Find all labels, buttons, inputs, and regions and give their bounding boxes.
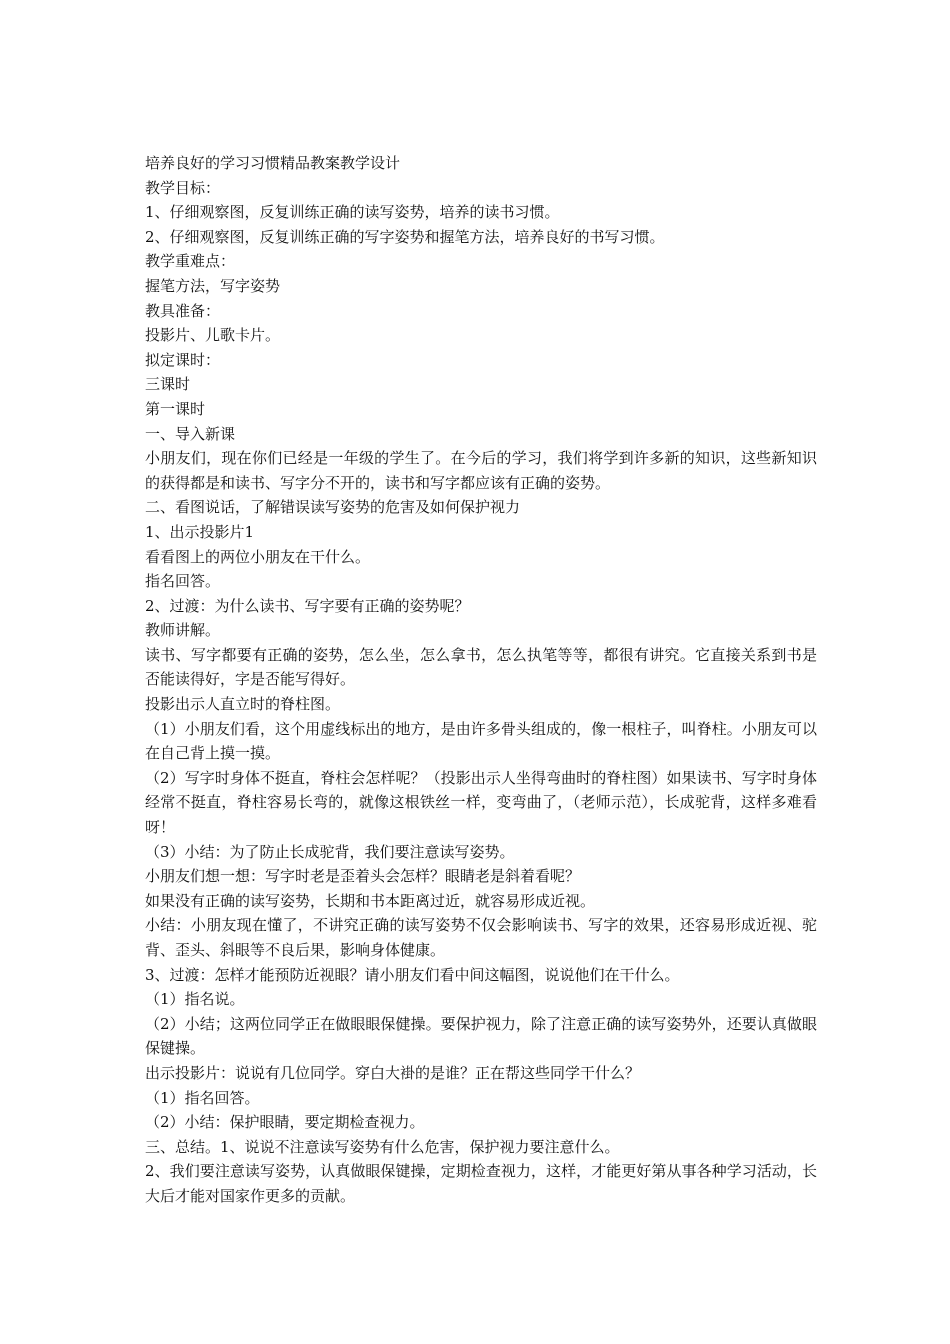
text-line: （1）指名说。 <box>145 990 245 1009</box>
text-line: 第一课时 <box>145 399 206 418</box>
section-heading: 三、总结。1、说说不注意读写姿势有什么危害，保护视力要注意什么。 <box>145 1137 620 1156</box>
text-line: 教师讲解。 <box>145 621 221 640</box>
text-line: （1）指名回答。 <box>145 1088 260 1107</box>
paragraph: 2、我们要注意读写姿势，认真做眼保键操，定期检查视力，这样，才能更好第从事各种学习活动，长大后才能对国家作更多的贡献。 <box>145 1162 817 1205</box>
paragraph: （2）小结；这两位同学正在做眼眼保健操。要保护视力，除了注意正确的读写姿势外，还要认真做眼保键操。 <box>145 1014 817 1058</box>
text-line: （2）小结：保护眼睛，要定期检查视力。 <box>145 1113 425 1132</box>
text-line: （3）小结：为了防止长成驼背，我们要注意读写姿势。 <box>145 842 515 861</box>
paragraph: 小结：小朋友现在懂了，不讲究正确的读写姿势不仅会影响读书、写字的效果，还容易形成近视、驼背、歪头、斜眼等不良后果，影响身体健康。 <box>145 916 817 959</box>
text-line: 指名回答。 <box>145 572 221 591</box>
text-line: 拟定课时： <box>145 350 221 369</box>
text-line: 三课时 <box>145 375 191 394</box>
paragraph: （1）小朋友们看，这个用虚线标出的地方，是由许多骨头组成的，像一根柱子，叫脊柱。小朋友可以在自己背上摸一摸。 <box>145 719 817 763</box>
document-body <box>145 151 817 1209</box>
text-line: 1、出示投影片1 <box>145 522 255 541</box>
paragraph: （2）写字时身体不挺直，脊柱会怎样呢？（投影出示人坐得弯曲时的脊柱图）如果读书、写字时身体经常不挺直，脊柱容易长弯的，就像这根铁丝一样，变弯曲了，（老师示范），长成驼背，这样多难看呀！ <box>145 768 817 837</box>
paragraph: 小朋友们，现在你们已经是一年级的学生了。在今后的学习，我们将学到许多新的知识，这些新知识的获得都是和读书、写字分不开的，读书和写字都应该有正确的姿势。 <box>145 449 817 492</box>
text-line: 投影出示人直立时的脊柱图。 <box>145 695 341 714</box>
text-line: 2、过渡：为什么读书、写字要有正确的姿势呢？ <box>145 596 470 615</box>
text-line: 教学重难点： <box>145 252 236 271</box>
text-line: 教具准备： <box>145 301 221 320</box>
text-line: 握笔方法，写字姿势 <box>145 276 281 295</box>
section-heading: 一、导入新课 <box>145 424 236 443</box>
text-line: 2、仔细观察图，反复训练正确的写字姿势和握笔方法，培养良好的书写习惯。 <box>145 227 665 246</box>
text-line: 1、仔细观察图，反复训练正确的读写姿势，培养的读书习惯。 <box>145 203 560 222</box>
text-line: 如果没有正确的读写姿势，长期和书本距离过近，就容易形成近视。 <box>145 891 596 910</box>
section-heading: 二、看图说话，了解错误读写姿势的危害及如何保护视力 <box>145 498 521 517</box>
text-line: 投影片、儿歌卡片。 <box>145 326 281 345</box>
text-line: 看看图上的两位小朋友在干什么。 <box>145 547 371 566</box>
paragraph: 读书、写字都要有正确的姿势，怎么坐，怎么拿书，怎么执笔等等，都很有讲究。它直接关系到书是否能读得好，字是否能写得好。 <box>145 645 817 689</box>
text-line: 3、过渡：怎样才能预防近视眼？请小朋友们看中间这幅图，说说他们在干什么。 <box>145 965 680 984</box>
text-line: 教学目标： <box>145 178 221 197</box>
text-line: 小朋友们想一想：写字时老是歪着头会怎样？眼睛老是斜着看呢？ <box>145 867 581 886</box>
text-line: 出示投影片：说说有几位同学。穿白大褂的是谁？正在帮这些同学干什么？ <box>145 1063 641 1082</box>
document-title: 培养良好的学习习惯精品教案教学设计 <box>145 154 401 172</box>
